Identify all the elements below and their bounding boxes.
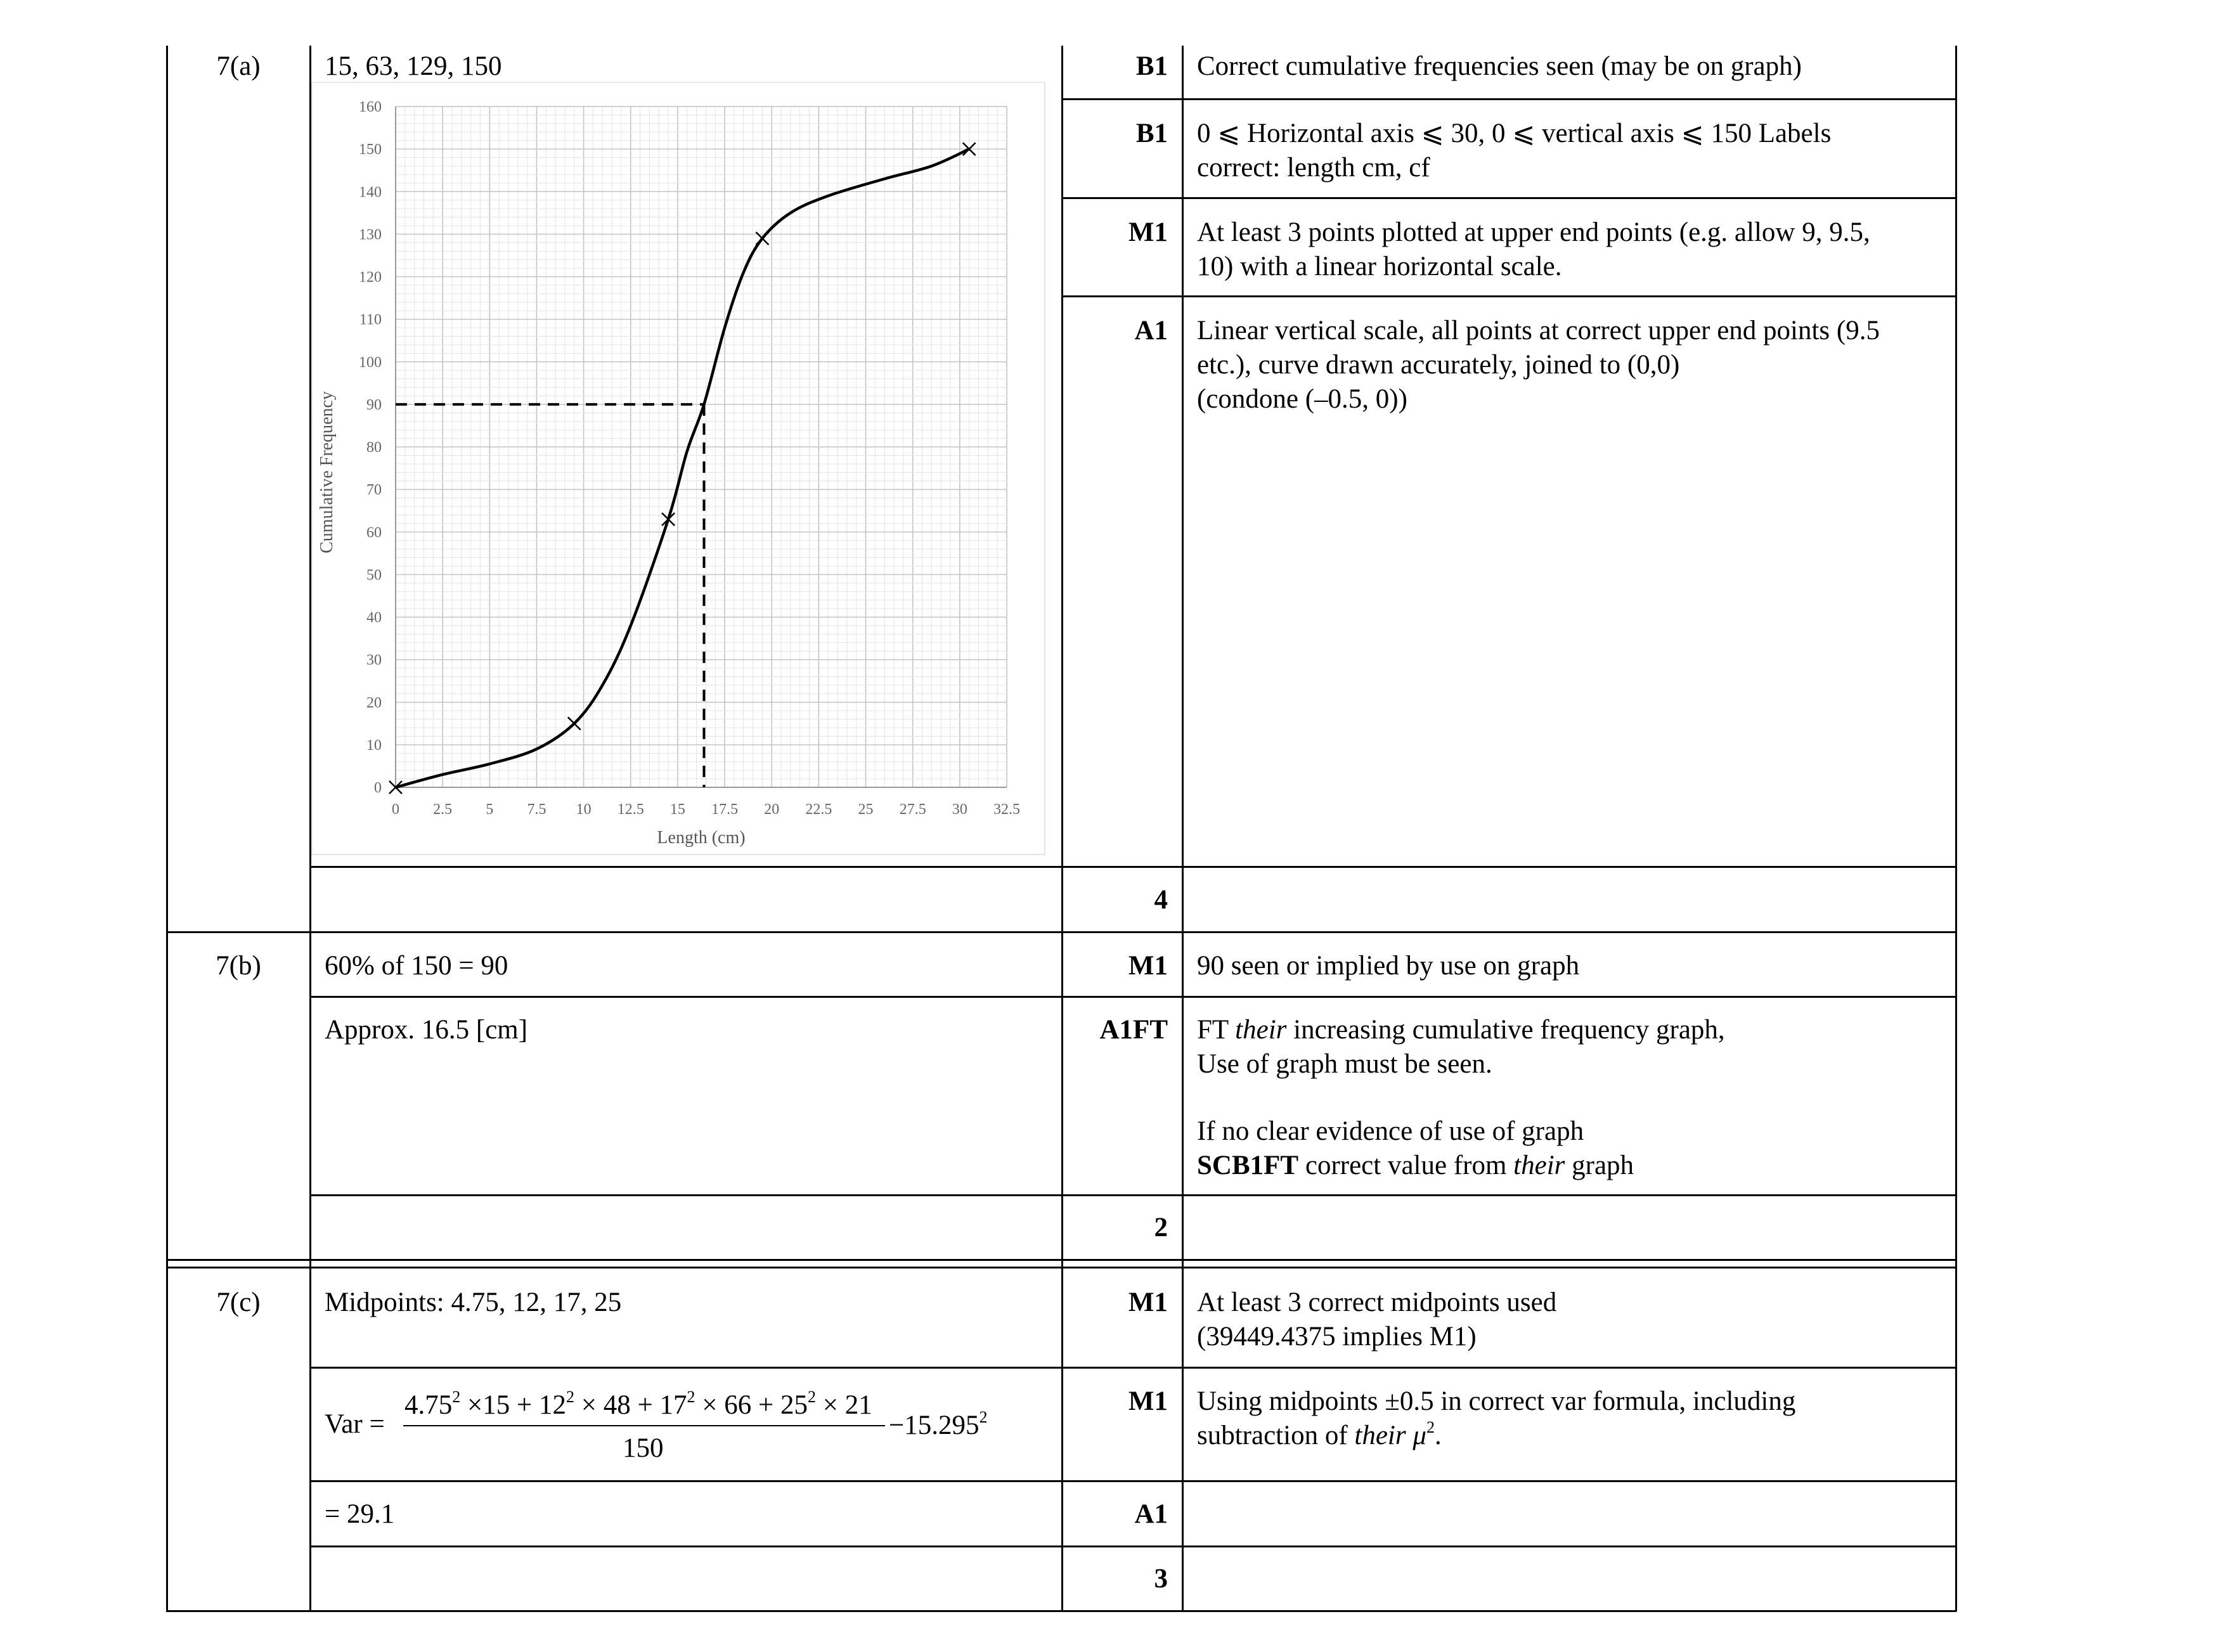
guidance-text: Using midpoints ±0.5 in correct var formula, including [1197, 1386, 1796, 1416]
guidance-text: Use of graph must be seen. [1197, 1049, 1492, 1079]
x-tick-label: 32.5 [993, 801, 1020, 818]
subtraction-term: −15.295 [889, 1410, 979, 1440]
y-tick-label: 90 [366, 396, 382, 413]
answer-text: Midpoints: 4.75, 12, 17, 25 [325, 1287, 622, 1317]
guidance-text-part: graph [1565, 1151, 1634, 1180]
question-number: 7(a) [216, 51, 261, 81]
exponent: 2 [566, 1388, 575, 1406]
fraction-bar [403, 1425, 885, 1426]
y-tick-label: 160 [359, 99, 382, 115]
guidance-text [1197, 1013, 1725, 1047]
table-column-divider-guidance [1182, 46, 1184, 1611]
y-tick-label: 80 [366, 439, 382, 456]
numerator-term: 4.75 [404, 1390, 453, 1420]
row-divider [309, 1367, 1956, 1369]
total-marks: 3 [1154, 1564, 1168, 1594]
guidance-text-part: increasing cumulative frequency graph, [1286, 1015, 1725, 1045]
y-tick-label: 0 [374, 780, 382, 796]
y-tick-label: 30 [366, 652, 382, 669]
exponent: 2 [687, 1388, 695, 1406]
y-tick-label: 130 [359, 226, 382, 243]
exponent: 2 [979, 1408, 988, 1426]
guidance-their: their [1235, 1015, 1287, 1045]
row-divider [1061, 197, 1956, 199]
variance-denominator: 150 [623, 1433, 664, 1463]
guidance-text-part: . [1434, 1421, 1442, 1450]
table-column-divider-marks [1061, 46, 1063, 1611]
x-tick-label: 22.5 [805, 801, 832, 818]
x-axis-label: Length (cm) [657, 828, 746, 848]
guidance-text: etc.), curve drawn accurately, joined to (0,0) [1197, 350, 1680, 380]
guidance-text: (39449.4375 implies M1) [1197, 1322, 1477, 1352]
numerator-term: × 21 [816, 1390, 872, 1420]
guidance-text: Correct cumulative frequencies seen (may be on graph) [1197, 51, 1802, 81]
guidance-text: (condone (–0.5, 0)) [1197, 384, 1407, 414]
mark-code: B1 [1135, 119, 1168, 148]
variance-label: Var = [325, 1409, 385, 1439]
numerator-term: × 48 + 17 [574, 1390, 687, 1420]
row-divider [309, 996, 1956, 998]
guidance-text: At least 3 points plotted at upper end points (e.g. allow 9, 9.5, [1197, 217, 1870, 247]
variance-numerator [404, 1388, 872, 1423]
guidance-mu: μ [1406, 1421, 1426, 1450]
mark-code: B1 [1135, 51, 1168, 81]
y-tick-label: 110 [359, 311, 382, 328]
guidance-text: If no clear evidence of use of graph [1197, 1116, 1584, 1146]
table-border-bottom [166, 1610, 1956, 1612]
mark-code: M1 [1128, 1287, 1168, 1317]
mark-code: A1FT [1099, 1015, 1168, 1045]
total-marks: 4 [1154, 885, 1168, 915]
variance-subtraction [889, 1409, 988, 1443]
y-tick-label: 120 [359, 269, 382, 286]
y-tick-label: 140 [359, 184, 382, 201]
answer-text: 60% of 150 = 90 [325, 951, 508, 981]
guidance-text-part: subtraction of [1197, 1421, 1355, 1450]
row-divider [1061, 295, 1956, 297]
x-tick-label: 15 [669, 801, 685, 818]
exponent: 2 [808, 1388, 817, 1406]
guidance-text: correct: length cm, cf [1197, 153, 1430, 183]
table-border-left [166, 46, 168, 1611]
x-tick-label: 7.5 [527, 801, 546, 818]
question-number: 7(b) [216, 951, 261, 981]
guidance-ft: FT [1197, 1015, 1229, 1045]
x-tick-label: 10 [576, 801, 592, 818]
x-tick-label: 2.5 [433, 801, 453, 818]
x-tick-label: 0 [392, 801, 399, 818]
question-number: 7(c) [216, 1287, 261, 1317]
y-axis-label: Cumulative Frequency [317, 391, 337, 553]
guidance-text: 0 ⩽ Horizontal axis ⩽ 30, 0 ⩽ vertical axis ⩽ 150 Labels [1197, 119, 1832, 148]
guidance-text: 90 seen or implied by use on graph [1197, 951, 1580, 981]
guidance-text: At least 3 correct midpoints used [1197, 1287, 1557, 1317]
x-tick-label: 5 [486, 801, 494, 818]
answer-text: 15, 63, 129, 150 [325, 51, 502, 81]
numerator-term: × 66 + 25 [695, 1390, 808, 1420]
special-case-code: SCB1FT [1197, 1151, 1299, 1180]
x-tick-label: 25 [858, 801, 874, 818]
row-divider [309, 1546, 1956, 1547]
y-tick-label: 150 [359, 141, 382, 158]
answer-text: = 29.1 [325, 1499, 395, 1529]
mark-code: A1 [1134, 1499, 1168, 1529]
mark-code: M1 [1128, 951, 1168, 981]
answer-text: Approx. 16.5 [cm] [325, 1015, 528, 1045]
mark-code: M1 [1128, 217, 1168, 247]
y-tick-label: 50 [366, 567, 382, 584]
y-tick-label: 70 [366, 482, 382, 499]
y-tick-label: 40 [366, 609, 382, 626]
question-divider [166, 931, 1956, 933]
exponent: 2 [452, 1388, 461, 1406]
numerator-term: ×15 + 12 [460, 1390, 567, 1420]
chart-frame [312, 82, 1045, 855]
cumulative-frequency-graph [311, 81, 1046, 856]
exponent: 2 [1426, 1418, 1435, 1436]
question-divider [166, 1267, 1956, 1268]
guidance-text [1197, 1149, 1634, 1183]
x-tick-label: 12.5 [617, 801, 644, 818]
x-tick-label: 27.5 [899, 801, 926, 818]
x-tick-label: 17.5 [711, 801, 739, 818]
y-tick-label: 100 [359, 354, 382, 371]
mark-code: M1 [1128, 1386, 1168, 1416]
guidance-text [1197, 1419, 1442, 1453]
row-divider [1061, 98, 1956, 100]
guidance-text: 10) with a linear horizontal scale. [1197, 252, 1562, 281]
guidance-their: their [1513, 1151, 1565, 1180]
y-tick-label: 20 [366, 694, 382, 711]
chart-svg [311, 81, 1046, 856]
row-divider [309, 1194, 1956, 1196]
row-divider [309, 1480, 1956, 1482]
y-tick-label: 10 [366, 737, 382, 754]
row-divider [309, 866, 1956, 868]
x-tick-label: 30 [952, 801, 967, 818]
guidance-text-part: correct value from [1298, 1151, 1514, 1180]
total-marks: 2 [1154, 1213, 1168, 1242]
table-border-right [1955, 46, 1957, 1611]
mark-code: A1 [1134, 316, 1168, 345]
x-tick-label: 20 [764, 801, 780, 818]
y-tick-label: 60 [366, 524, 382, 541]
guidance-text: Linear vertical scale, all points at correct upper end points (9.5 [1197, 316, 1880, 345]
question-divider [166, 1259, 1956, 1261]
guidance-their: their [1354, 1421, 1406, 1450]
